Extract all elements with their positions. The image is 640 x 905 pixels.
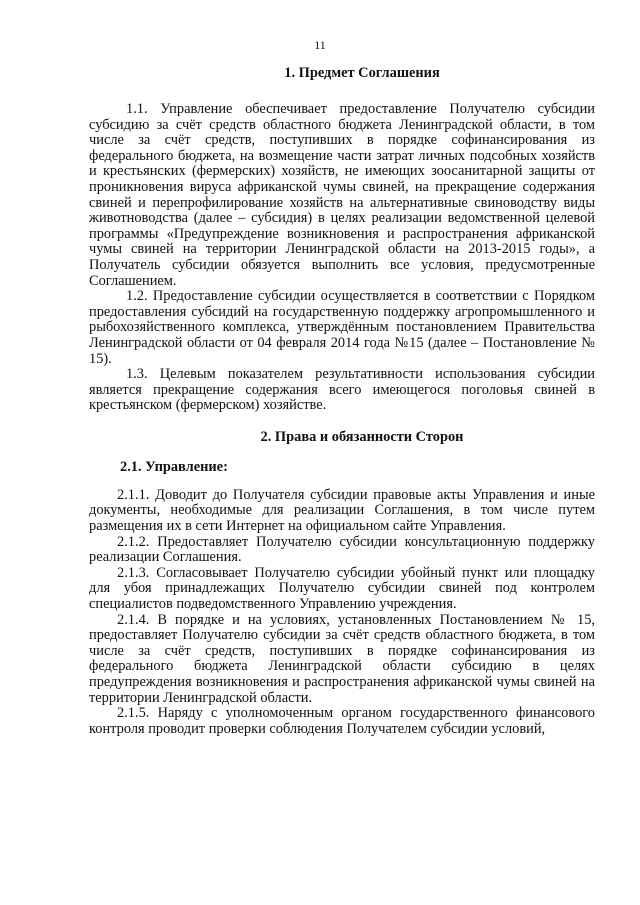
paragraph-2-1-2: 2.1.2. Предоставляет Получателю субсидии консультационную поддержку реализации Соглашения. [89,533,595,566]
paragraph-1-3: 1.3. Целевым показателем результативности использования субсидии является прекращение содержания всего имеющегося поголовья свиней в крестьянском (фермерском) хозяйстве. [89,366,595,414]
paragraph-2-1-4: 2.1.4. В порядке и на условиях, установленных Постановлением № 15, предоставляет Получателю субсидии за счёт средств областного бюджета, в том числе за счёт средств, поступивших в порядке софинансирования из федерального бюджета Ленинградской области субсидию в целях предупреждения возникновения и распространения африканской чумы свиней на территории Ленинградской области. [89,611,595,706]
document-body [89,64,595,737]
section-2-heading: 2. Права и обязанности Сторон [260,428,464,445]
paragraph-1-2: 1.2. Предоставление субсидии осуществляется в соответствии с Порядком предоставления субсидий на государственную поддержку агропромышленного и рыбохозяйственного комплекса, утверждённым постановлением Правительства Ленинградской области от 04 февраля 2014 года №15 (далее – Постановление № 15). [89,288,595,367]
paragraph-2-1-5: 2.1.5. Наряду с уполномоченным органом государственного финансового контроля проводит проверки соблюдения Получателем субсидии условий, [89,705,595,737]
paragraph-2-1-3: 2.1.3. Согласовывает Получателю субсидии убойный пункт или площадку для убоя принадлежащих Получателю субсидии свиней под контролем специалистов подведомственного Управлению учреждения. [89,564,595,613]
page-number: 11 [314,38,326,52]
subsection-2-1-heading: 2.1. Управление: [120,458,228,475]
paragraph-2-1-1: 2.1.1. Доводит до Получателя субсидии правовые акты Управления и иные документы, необходимые для реализации Соглашения, в том числе путем размещения их в сети Интернет на официальном сайте Управления. [89,486,595,535]
paragraph-1-1: 1.1. Управление обеспечивает предоставление Получателю субсидии субсидию за счёт средств областного бюджета Ленинградской области, в том числе за счёт средств, поступивших в порядке софинансирования из федерального бюджета, на возмещение части затрат личных подсобных хозяйств и крестьянских (фермерских) хозяйств, не имеющих зоосанитарной защиты от проникновения вируса африканской чумы свиней, на прекращение содержания свиней и перепрофилирование хозяйств на альтернативные свиноводству виды животноводства (далее – субсидия) в целях реализации ведомственной целевой программы «Предупреждение возникновения и распространения африканской чумы свиней на территории Ленинградской области на 2013-2015 годы», а Получатель субсидии обязуется выполнить все условия, предусмотренные Соглашением. [89,101,595,289]
section-1-heading: 1. Предмет Соглашения [284,65,440,81]
